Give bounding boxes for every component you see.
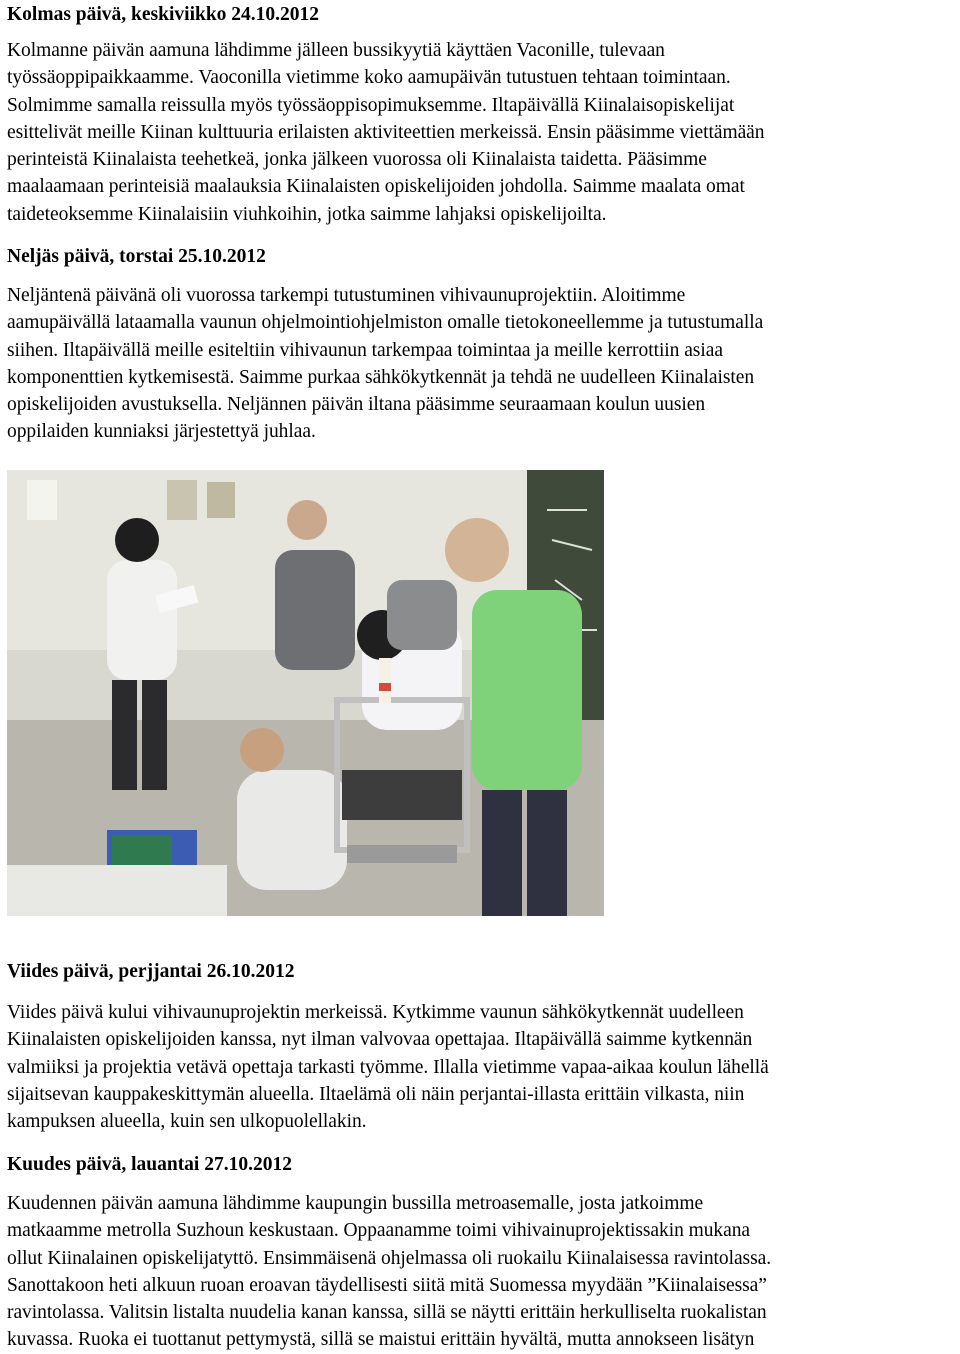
text-line: Neljäntenä päivänä oli vuorossa tarkempi tutustuminen vihivaunuprojektiin. Aloitimme [7, 285, 686, 306]
section-day-4 [7, 243, 957, 446]
text-line: Kiinalaisten opiskelijoiden kanssa, nyt ilman valvovaa opettajaa. Iltapäivällä saimme kytkennän [7, 1029, 753, 1051]
text-line: siihen. Iltapäivällä meille esiteltiin vihivaunun tarkempaa toimintaa ja meille kerrottiin asiaa [7, 339, 723, 361]
text-line: Viides päivä kului vihivaunuprojektin merkeissä. Kytkimme vaunun sähkökytkennät uudelleen [7, 1002, 744, 1023]
text-line: opiskelijoiden avustuksella. Neljännen päivän iltana pääsimme seuraamaan koulun uusien [7, 394, 706, 416]
text-line: kampuksen alueella, kuin sen ulkopuolellakin. [7, 1111, 367, 1133]
section-day-3 [7, 1, 957, 228]
text-line: Kuudennen päivän aamuna lähdimme kaupungin bussilla metroasemalle, josta jatkoimme [7, 1193, 704, 1214]
text-line: esittelivät meille Kiinan kulttuuria erilaisten aktiviteettien merkeissä. Ensin pääsimme viettämään [7, 121, 765, 143]
paragraph [7, 999, 957, 1135]
section-day-6 [7, 1151, 957, 1354]
paragraph [7, 1190, 957, 1354]
text-line: Kolmanne päivän aamuna lähdimme jälleen bussikyytiä käyttäen Vaconille, tulevaan [7, 40, 665, 61]
text-line: oppilaiden kunniaksi järjestettyä juhlaa. [7, 421, 316, 443]
text-line: maalaamaan perinteisiä maalauksia Kiinalaisten opiskelijoiden johdolla. Saimme maalata omat [7, 176, 745, 198]
section-heading: Kolmas päivä, keskiviikko 24.10.2012 [7, 4, 320, 25]
paragraph [7, 282, 957, 446]
text-line: valmiiksi ja projektia vetävä opettaja tarkasti työmme. Illalla vietimme vapaa-aikaa koulun lähellä [7, 1056, 769, 1078]
photo-illustration [7, 470, 604, 916]
text-line: komponenttien kytkemisestä. Saimme purkaa sähkökytkennät ja tehdä ne uudelleen Kiinalaisten [7, 366, 755, 388]
text-line: ravintolassa. Valitsin listalta nuudelia kanan kanssa, sillä se näytti erittäin herkulliselta ruokalistan [7, 1302, 767, 1324]
section-heading: Viides päivä, perjjantai 26.10.2012 [7, 961, 295, 982]
paragraph [7, 37, 957, 228]
text-line: kuvassa. Ruoka ei tuottanut pettymystä, sillä se maistui erittäin hyvältä, mutta annokseen lisätyn [7, 1329, 755, 1351]
section-heading: Neljäs päivä, torstai 25.10.2012 [7, 246, 266, 267]
text-line: perinteistä Kiinalaista teehetkeä, jonka jälkeen vuorossa oli Kiinalaista taidetta. Pääsimme [7, 149, 707, 171]
text-line: matkaamme metrolla Suzhoun keskustaan. Oppaanamme toimi vihivainuprojektissakin mukana [7, 1220, 751, 1242]
text-line: työssäoppipaikkaamme. Vaoconilla vietimme koko aamupäivän tutustuen tehtaan toimintaan. [7, 67, 731, 89]
section-day-5 [7, 958, 957, 1135]
workshop-photo [7, 470, 604, 916]
section-heading: Kuudes päivä, lauantai 27.10.2012 [7, 1154, 292, 1175]
text-line: taideteoksemme Kiinalaisiin viuhkoihin, jotka saimme lahjaksi opiskelijoilta. [7, 203, 607, 225]
text-line: sijaitsevan kauppakeskittymän alueella. Iltaelämä oli näin perjantai-illasta erittäin vilkasta, niin [7, 1083, 745, 1105]
text-line: Sanottakoon heti alkuun ruoan eroavan täydellisesti siitä mitä Suomessa myydään ”Kiinalaisessa” [7, 1274, 767, 1296]
text-line: ollut Kiinalainen opiskelijatyttö. Ensimmäisenä ohjelmassa oli ruokailu Kiinalaisessa ravintolassa. [7, 1247, 772, 1269]
text-line: aamupäivällä lataamalla vaunun ohjelmointiohjelmiston omalle tietokoneellemme ja tutustumalla [7, 312, 764, 334]
text-line: Solmimme samalla reissulla myös työssäoppisopimuksemme. Iltapäivällä Kiinalaisopiskelijat [7, 94, 735, 116]
